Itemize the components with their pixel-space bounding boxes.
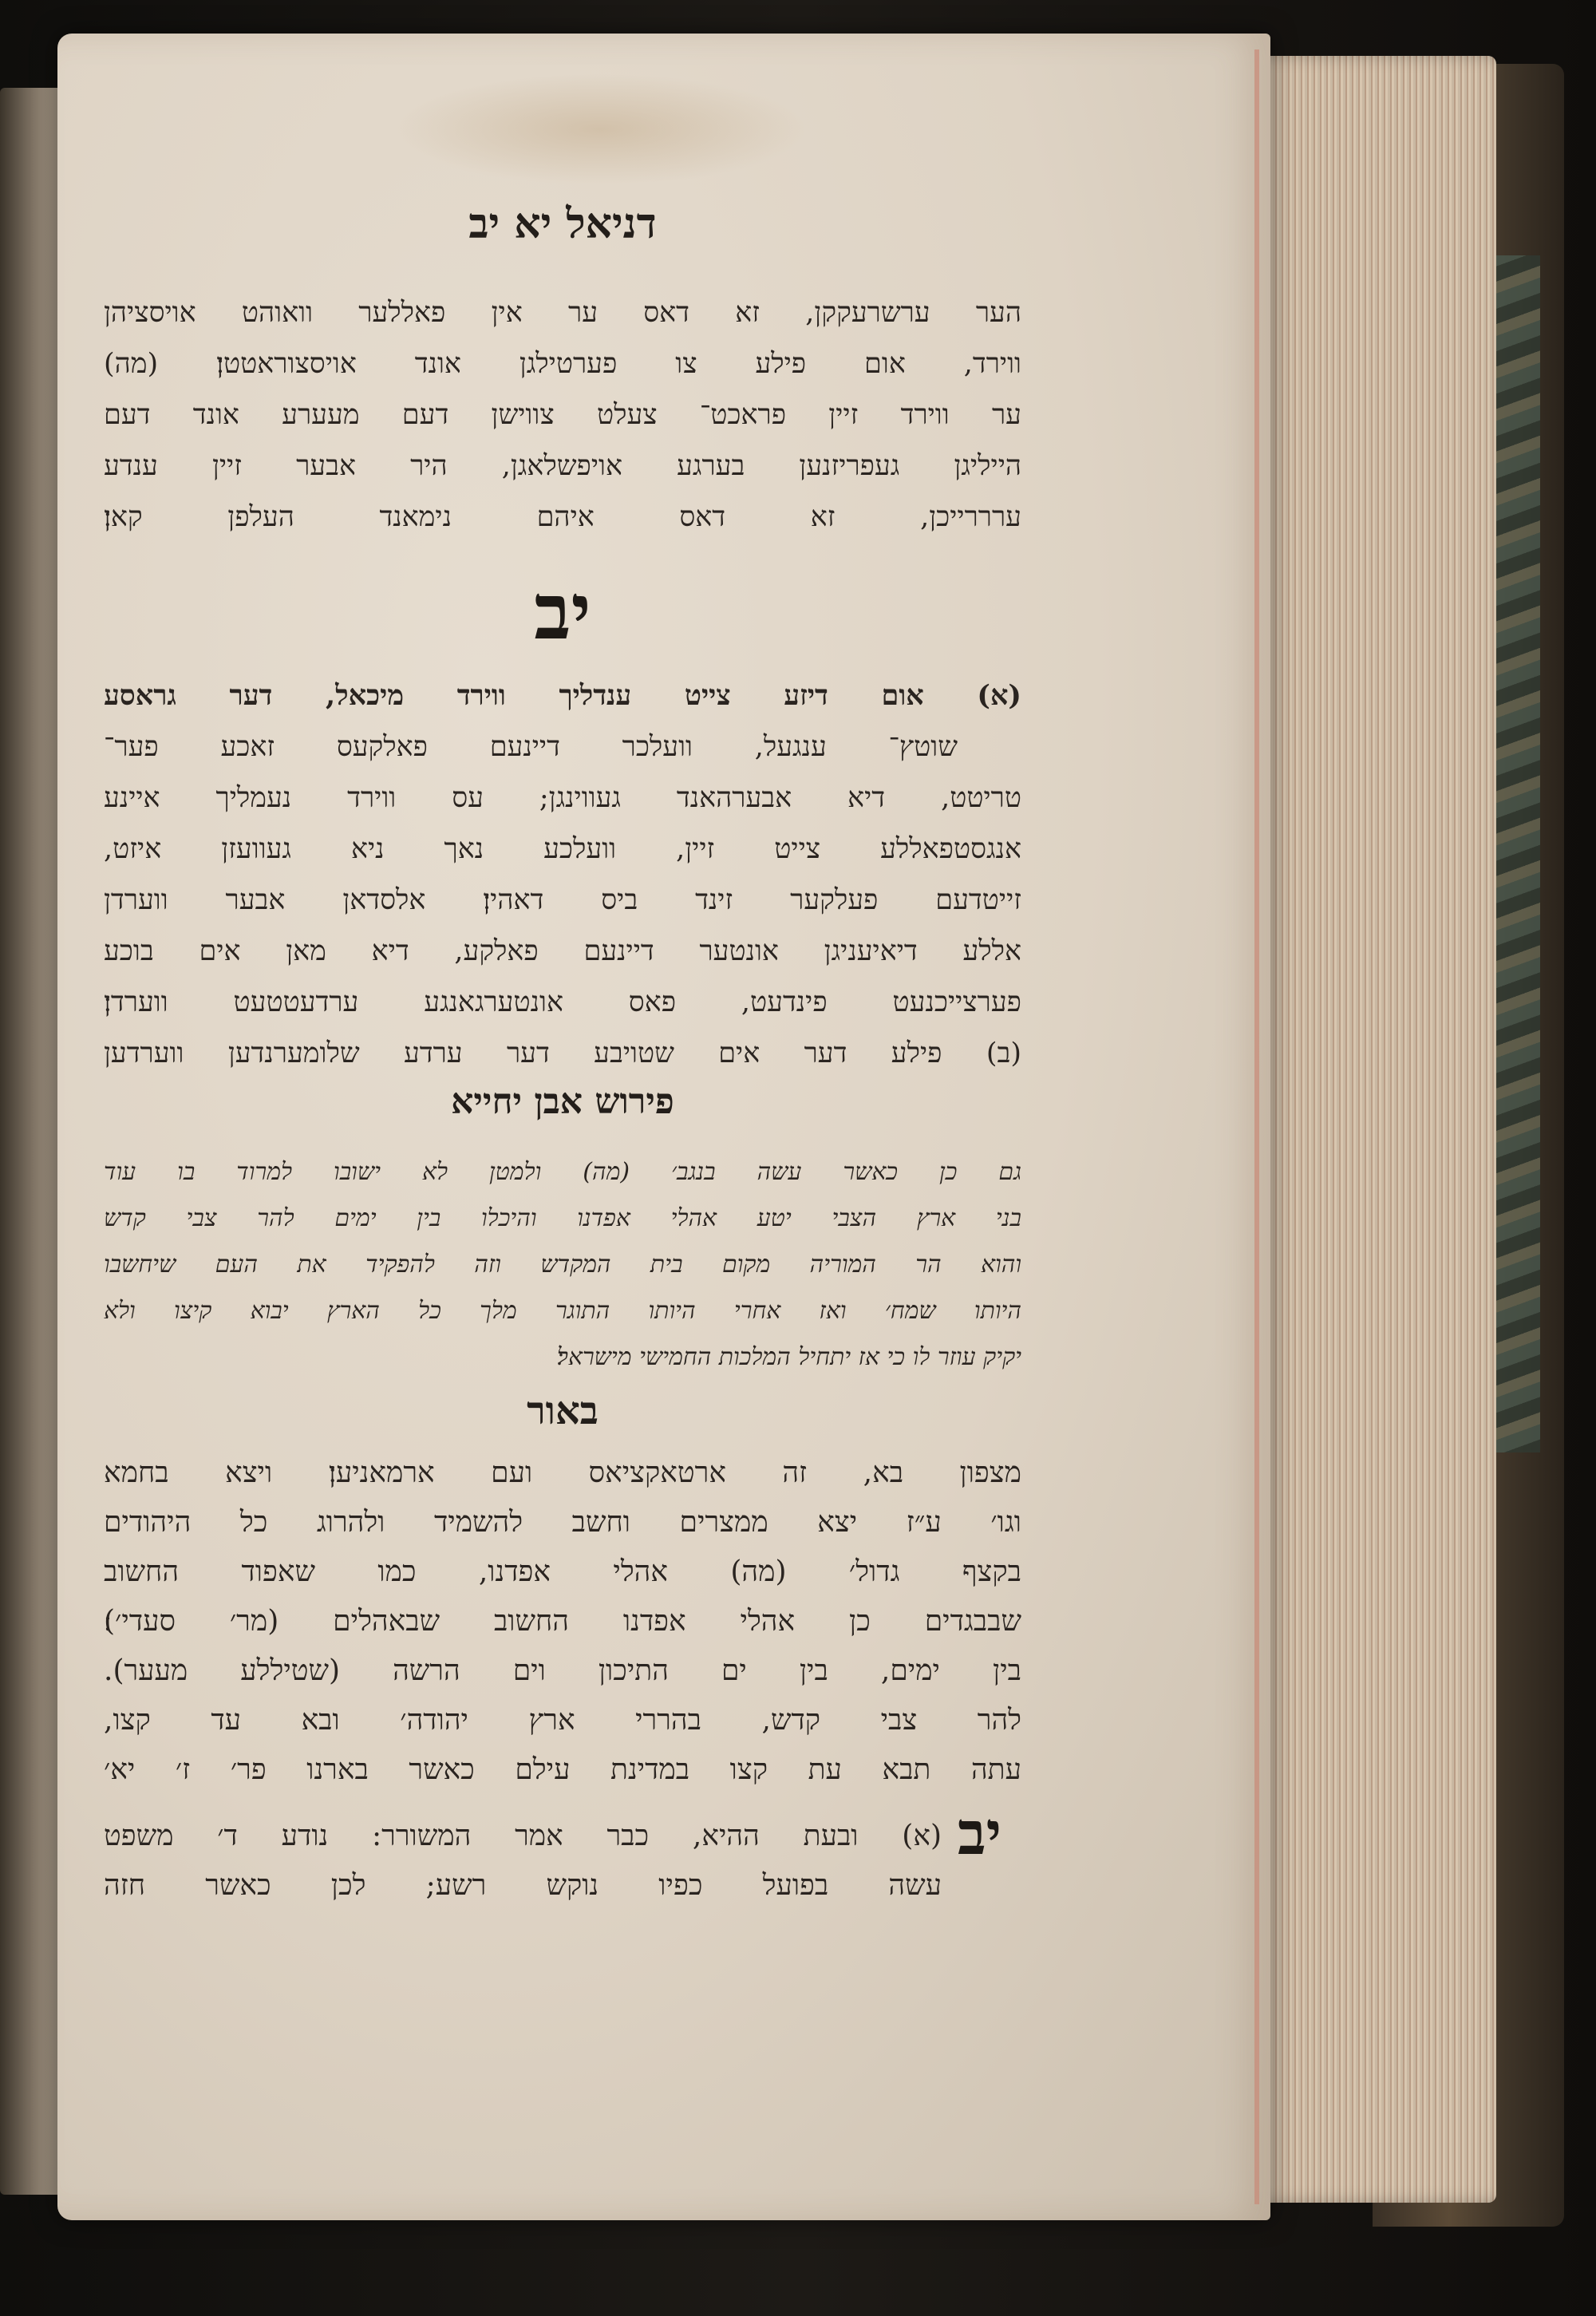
text-line: ערררייכן, זא דאס איהם נימאנד העלפן קאן׃ bbox=[104, 501, 1021, 533]
page-stain bbox=[393, 73, 808, 185]
text-line: ער ווירד זיין פראכט־ צעלט צווישן דעם מעערע אונד דעם bbox=[104, 399, 1021, 431]
commentary-line: בני ארץ הצבי יטע אהלי אפדנו והיכלו בין ימים להר צבי קדש bbox=[104, 1204, 1021, 1232]
text-line: הער ערשרעקקן, זא דאס ער אין פאללער וואוהט אויסציהן bbox=[104, 297, 1021, 329]
commentary-block bbox=[104, 1149, 1021, 1381]
footnote-block bbox=[104, 1812, 942, 1911]
top-paragraph bbox=[104, 287, 1021, 543]
footnote-line: (א) ובעת ההיא, כבר אמר המשורר: נודע ד׳ משפט bbox=[104, 1820, 942, 1852]
footnote-line: עשה בפועל כפיו נוקש רשע; לכן כאשר חזה bbox=[104, 1869, 942, 1902]
biur-block bbox=[104, 1448, 1021, 1795]
chapter-verses bbox=[104, 670, 1021, 1079]
commentary-line: היותו שמח׳ ואז אחרי היותו התוגר מלך כל הארץ יבוא קיצו ולא bbox=[104, 1297, 1021, 1325]
biur-line: שבבגדים כן אהלי אפדנו החשוב שבאהלים (מר׳ סעדי׳)׃ bbox=[104, 1605, 1021, 1638]
commentary-title: פירוש אבן יחייא bbox=[451, 1081, 674, 1122]
red-page-edge bbox=[1254, 49, 1259, 2204]
chapter-numeral: יב bbox=[534, 567, 591, 657]
page-fore-edge bbox=[1241, 56, 1496, 2203]
footnote-marker: יב bbox=[958, 1800, 1002, 1868]
verse-line: אנגסטפאללע צייט זיין, וועלכע נאך ניא געוועזן איזט, bbox=[104, 833, 1021, 865]
biur-line: בין ימים, בין ים התיכון וים הרשה (שטיללע מעער). bbox=[104, 1654, 1021, 1687]
biur-line: וגו׳ ע״ז יצא ממצרים וחשב להשמיד ולהרוג כל היהודים bbox=[104, 1506, 1021, 1539]
biur-line: להר צבי קדש, בהררי ארץ יהודה׳ ובא עד קצו, bbox=[104, 1704, 1021, 1737]
biur-line: עתה תבא עת קצו במדינת עילם כאשר בארנו פר׳ ז׳ יא׳ bbox=[104, 1753, 1021, 1786]
commentary-line: והוא הר המוריה מקום בית המקדש וזה להפקיד את העם שיחשבו bbox=[104, 1251, 1021, 1279]
text-line: ווירד, אום פילע צו פערטילגן אונד אויסצוראטטן׃ (מה) bbox=[104, 348, 1021, 380]
verse-line: אללע דיאיעניגן אונטער דיינעם פאלקע, דיא מאן אים בוכע bbox=[104, 935, 1021, 967]
verse-line: טריטט, דיא אבערהאנד געווינגן; עס ווירד נעמליך איינע bbox=[104, 782, 1021, 814]
commentary-line: יקיק עוזר לו כי אז יתחיל המלכות החמישי מישראל׃ bbox=[556, 1343, 1021, 1371]
text-line: הייליגן געפריזנען בערגע אויפשלאגן, היר אבער זיין ענדע bbox=[104, 450, 1021, 482]
biur-line: בקצף גדול׳ (מה) אהלי אפדנו, כמו שאפוד החשוב bbox=[104, 1555, 1021, 1588]
verse-line: (ב) פילע דער אים שטויבע דער ערדע שלומערנדען ווערדען bbox=[104, 1037, 1021, 1069]
verse-line: (א) אום דיזע צייט ענדליך ווירד מיכאל, דער גראסע bbox=[104, 679, 1021, 712]
running-head: דניאל יא יב bbox=[468, 200, 657, 248]
verse-line: שוטץ־ ענגעל, וועלכר דיינעם פאלקעס זאכע פער־ bbox=[104, 731, 958, 763]
biur-line: מצפון בא, זה ארטאקציאס ועם ארמאניען׃ ויצא בחמא bbox=[104, 1456, 1021, 1489]
verse-line: פערצייכנעט פינדעט, פאס אונטערגאנגע ערדעטטעט ווערדן׃ bbox=[104, 986, 1021, 1018]
biur-title: באור bbox=[527, 1389, 598, 1433]
verse-line: זייטדעם פעלקער זינד ביס דאהין׃ אלסדאן אבער ווערדן bbox=[104, 884, 1021, 916]
commentary-line: גם כן כאשר עשה בנגב׳ (מה) ולמטן לא ישובו למרוד בו עוד bbox=[104, 1158, 1021, 1186]
